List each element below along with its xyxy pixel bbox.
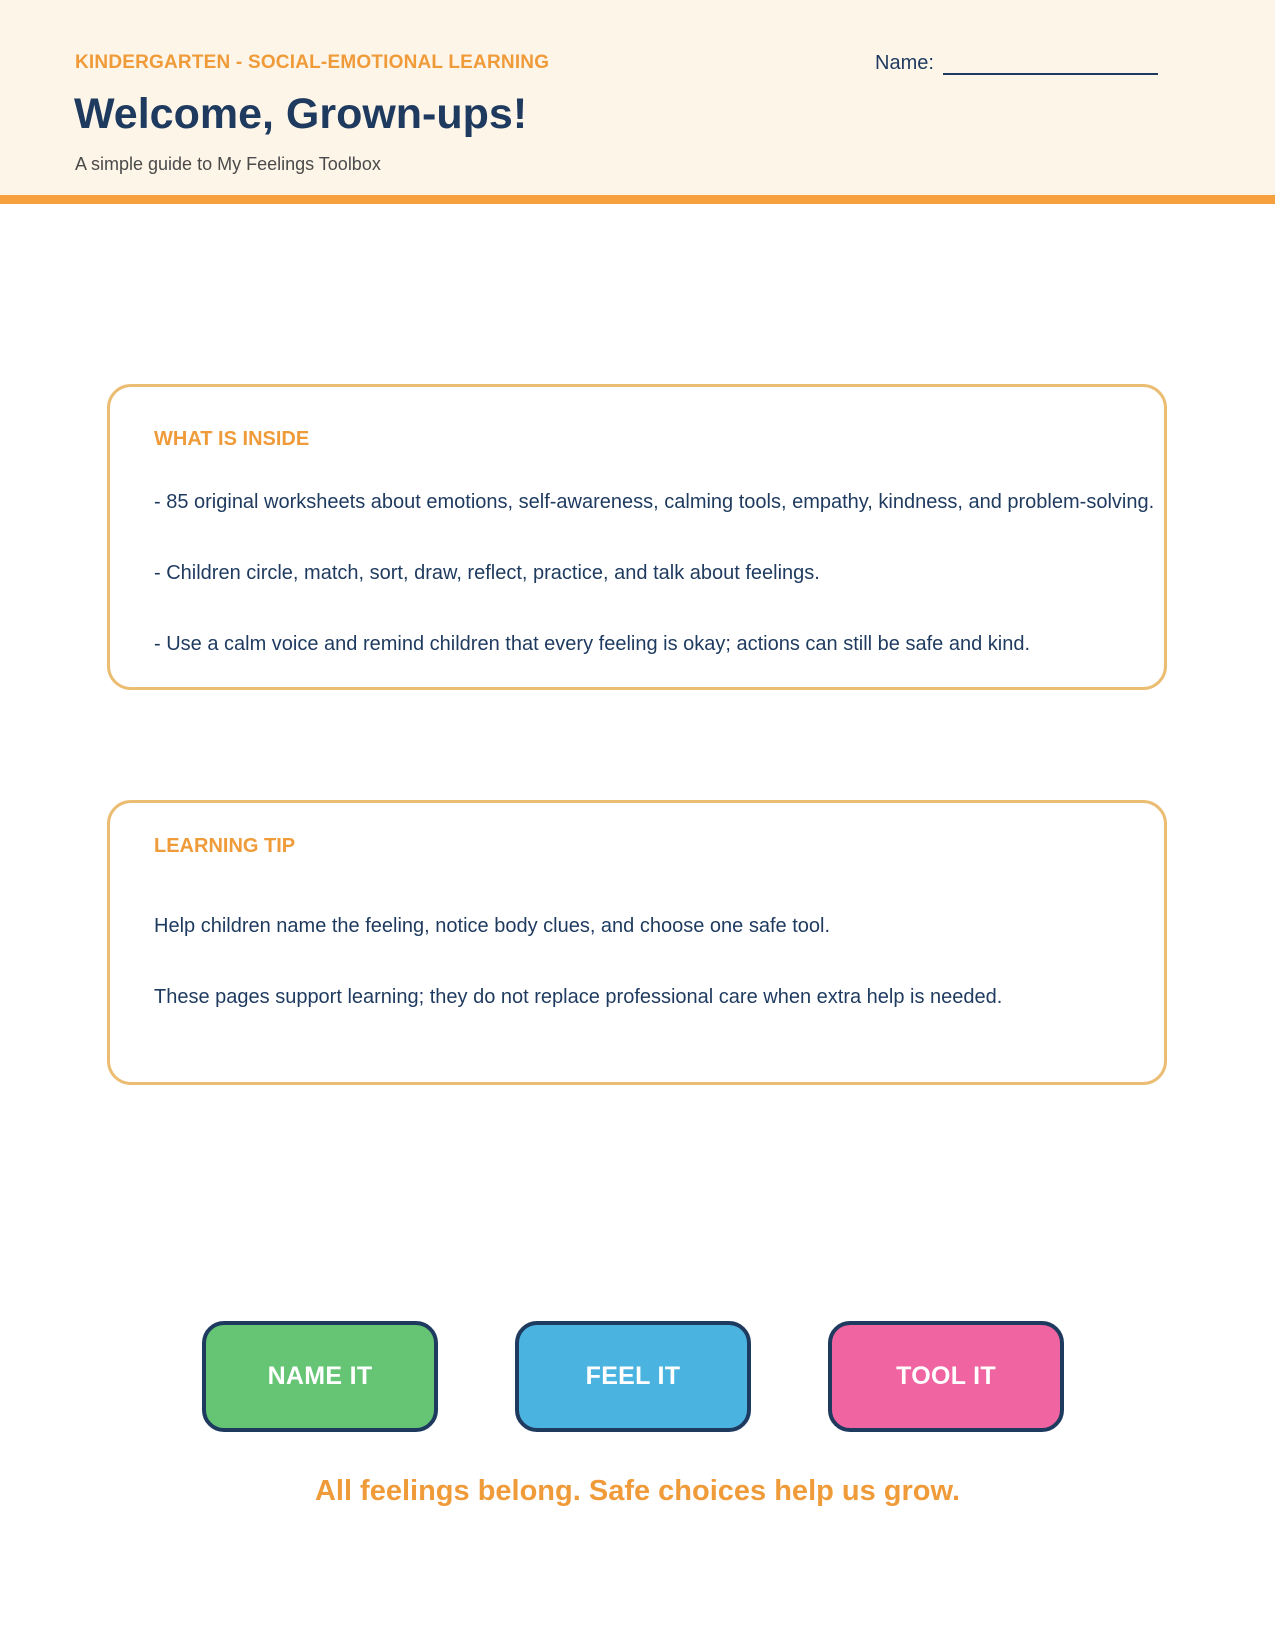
tip-line: These pages support learning; they do not replace professional care when extra help is needed.	[154, 986, 1003, 1008]
inside-bullet: - Use a calm voice and remind children that every feeling is okay; actions can still be safe and kind.	[154, 633, 1030, 655]
page-title: Welcome, Grown-ups!	[74, 90, 528, 138]
name-blank-line[interactable]	[943, 53, 1158, 75]
page-subtitle: A simple guide to My Feelings Toolbox	[75, 154, 381, 174]
name-field	[875, 52, 1158, 75]
what-is-inside-heading: WHAT IS INSIDE	[154, 428, 310, 450]
step-feel-it: FEEL IT	[515, 1321, 751, 1432]
tip-line: Help children name the feeling, notice body clues, and choose one safe tool.	[154, 915, 830, 937]
page-header	[0, 0, 1275, 204]
inside-bullet: - 85 original worksheets about emotions, self-awareness, calming tools, empathy, kindness, and problem-solving.	[154, 491, 1155, 513]
grade-subject-label: KINDERGARTEN - SOCIAL-EMOTIONAL LEARNING	[75, 52, 550, 73]
name-label: Name:	[875, 52, 934, 74]
inside-bullet: - Children circle, match, sort, draw, reflect, practice, and talk about feelings.	[154, 562, 820, 584]
step-name-it: NAME IT	[202, 1321, 438, 1432]
step-tool-it: TOOL IT	[828, 1321, 1064, 1432]
footer-motto: All feelings belong. Safe choices help us grow.	[314, 1475, 961, 1507]
learning-tip-heading: LEARNING TIP	[154, 835, 296, 857]
